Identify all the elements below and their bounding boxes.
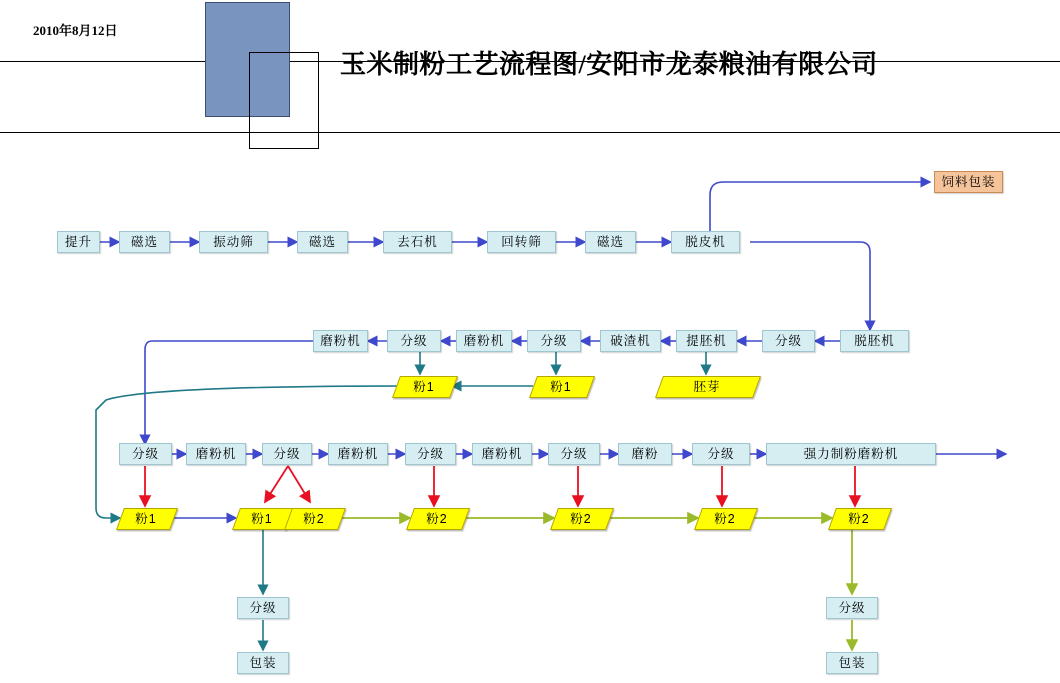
node-tipeiji[interactable]: 提胚机: [676, 330, 737, 352]
node-huizhuanshai[interactable]: 回转筛: [487, 231, 556, 253]
product-label: 粉1: [135, 512, 157, 526]
node-qiangli-zhifen-mofenji[interactable]: 强力制粉磨粉机: [766, 443, 936, 465]
node-baozhuang-bottom-left[interactable]: 包装: [237, 652, 289, 674]
product-label: 粉2: [714, 512, 736, 526]
product-label: 粉1: [550, 380, 572, 394]
node-fenji-bottom-left[interactable]: 分级: [237, 597, 289, 619]
node-tuopiji[interactable]: 脱皮机: [671, 231, 740, 253]
product-label: 粉1: [413, 380, 435, 394]
page-title: 玉米制粉工艺流程图/安阳市龙泰粮油有限公司: [340, 50, 878, 79]
node-mofenji-b[interactable]: 磨粉机: [456, 330, 512, 352]
product-r3-fen2-e[interactable]: [832, 508, 886, 528]
node-fenji-c[interactable]: 分级: [762, 330, 815, 352]
product-r3-fen1-b[interactable]: [236, 508, 288, 528]
node-fenji-4[interactable]: 分级: [548, 443, 600, 465]
node-fenji-b[interactable]: 分级: [527, 330, 581, 352]
product-r3-fen2-b[interactable]: [410, 508, 464, 528]
node-qushiji[interactable]: 去石机: [383, 231, 452, 253]
product-label: 胚芽: [693, 380, 721, 394]
node-cixuan-1[interactable]: 磁选: [119, 231, 170, 253]
product-label: 粉2: [848, 512, 870, 526]
node-fenji-a[interactable]: 分级: [387, 330, 441, 352]
node-tuopeiji[interactable]: 脱胚机: [840, 330, 909, 352]
product-r3-fen2-d[interactable]: [698, 508, 752, 528]
product-peiya[interactable]: [659, 376, 755, 396]
node-pozhaji[interactable]: 破渣机: [600, 330, 661, 352]
node-mofenji-a[interactable]: 磨粉机: [313, 330, 368, 352]
node-zhendongshai[interactable]: 振动筛: [199, 231, 268, 253]
node-mofenji-2[interactable]: 磨粉机: [328, 443, 388, 465]
node-fenji-2[interactable]: 分级: [262, 443, 312, 465]
product-label: 粉2: [303, 512, 325, 526]
product-r3-fen2-a[interactable]: [288, 508, 340, 528]
node-baozhuang-bottom-right[interactable]: 包装: [826, 652, 878, 674]
product-label: 粉2: [570, 512, 592, 526]
product-fen1-b[interactable]: [533, 376, 589, 396]
node-cixuan-3[interactable]: 磁选: [585, 231, 636, 253]
header-divider-bottom: [0, 132, 1060, 133]
node-siliao-baozhuang[interactable]: 饲料包装: [934, 171, 1003, 193]
node-mofen-4[interactable]: 磨粉: [618, 443, 672, 465]
product-r3-fen2-c[interactable]: [554, 508, 608, 528]
product-label: 粉2: [426, 512, 448, 526]
node-fenji-3[interactable]: 分级: [405, 443, 456, 465]
node-cixuan-2[interactable]: 磁选: [297, 231, 348, 253]
product-fen1-a[interactable]: [396, 376, 452, 396]
node-fenji-bottom-right[interactable]: 分级: [826, 597, 878, 619]
node-tisheng[interactable]: 提升: [57, 231, 100, 253]
product-r3-fen1-a[interactable]: [120, 508, 172, 528]
node-fenji-1[interactable]: 分级: [119, 443, 172, 465]
date-label: 2010年8月12日: [33, 23, 118, 38]
node-mofenji-3[interactable]: 磨粉机: [472, 443, 532, 465]
node-mofenji-1[interactable]: 磨粉机: [186, 443, 246, 465]
logo-square-outline: [249, 52, 319, 149]
product-label: 粉1: [251, 512, 273, 526]
node-fenji-5[interactable]: 分级: [692, 443, 750, 465]
